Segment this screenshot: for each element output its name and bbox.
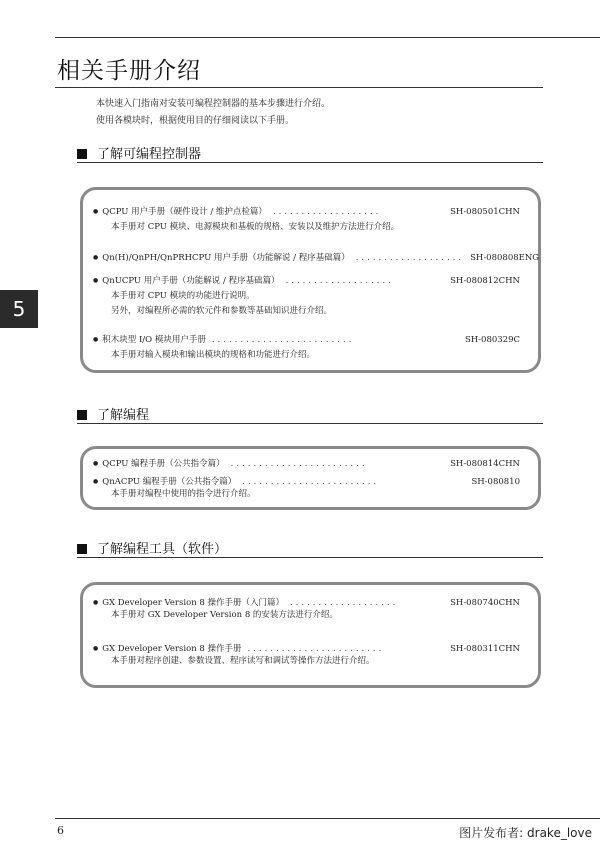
bullet-icon: ● bbox=[93, 277, 99, 284]
section-rule bbox=[77, 162, 543, 163]
manual-box bbox=[80, 187, 541, 373]
manual-code: SH-080501CHN bbox=[450, 207, 520, 217]
manual-desc: 本手册对 CPU 模块、电源模块和基板的规格、安装以及维护方法进行介绍。 bbox=[111, 222, 400, 232]
manual-item: ● 积木块型 I/O 模块用户手册 ......................... SH-080329C 本手册对输入模块和输出模块的规格和功能进行介绍。 bbox=[93, 333, 520, 363]
bottom-rule bbox=[55, 818, 600, 819]
manual-code: SH-080808ENG bbox=[470, 253, 540, 263]
manual-code: SH-080810 bbox=[471, 477, 520, 487]
section-rule bbox=[77, 423, 543, 424]
bullet-icon: ● bbox=[93, 208, 99, 215]
square-bullet-icon bbox=[77, 544, 87, 554]
section-heading: 了解编程 bbox=[77, 404, 149, 423]
manual-code: SH-080329C bbox=[464, 335, 520, 345]
manual-item: ● Qn(H)/QnPH/QnPRHCPU 用户手册（功能解说 / 程序基础篇） ................... SH-080808ENG bbox=[93, 253, 540, 263]
manual-title: 积木块型 I/O 模块用户手册 bbox=[102, 335, 206, 345]
bullet-icon: ● bbox=[93, 336, 99, 343]
manual-item: ● GX Developer Version 8 操作手册 ........................ SH-080311CHN 本手册对程序创建、参数设置、程序读写和调试等操作方法进行介绍。 bbox=[93, 642, 520, 669]
bullet-icon: ● bbox=[93, 645, 99, 652]
manual-box bbox=[80, 446, 541, 510]
square-bullet-icon bbox=[77, 149, 87, 159]
manual-item: ● QnACPU 编程手册（公共指令篇） ........................ SH-080810 本手册对编程中使用的指令进行介绍。 bbox=[93, 475, 520, 502]
manual-code: SH-080814CHN bbox=[450, 459, 520, 469]
manual-item: ● QnUCPU 用户手册（功能解说 / 程序基础篇） ................... SH-080812CHN 本手册对 CPU 模块的功能进行说明。 另外，对编程所必需的软元件和参数等基础知识进行介绍。 bbox=[93, 274, 520, 319]
manual-desc: 本手册对 GX Developer Version 8 的安装方法进行介绍。 bbox=[111, 610, 338, 620]
manual-title: QCPU 用户手册（硬件设计 / 维护点检篇） bbox=[102, 207, 267, 217]
section-heading: 了解编程工具（软件） bbox=[77, 538, 227, 557]
intro-line: 本快速入门指南对安装可编程控制器的基本步骤进行介绍。 bbox=[96, 99, 331, 109]
manual-code: SH-080740CHN bbox=[450, 598, 520, 608]
intro-text bbox=[96, 96, 330, 130]
manual-title: GX Developer Version 8 操作手册（入门篇） bbox=[102, 598, 284, 608]
watermark: 图片发布者: drake_love bbox=[459, 826, 592, 840]
manual-item: ● GX Developer Version 8 操作手册（入门篇） ................... SH-080740CHN 本手册对 GX Developer Version 8 的安装方法进行介绍。 bbox=[93, 596, 520, 623]
manual-item: ● QCPU 编程手册（公共指令篇） ........................ SH-080814CHN bbox=[93, 459, 520, 469]
manual-desc: 本手册对编程中使用的指令进行介绍。 bbox=[111, 489, 256, 499]
intro-line: 使用各模块时，根据使用目的仔细阅读以下手册。 bbox=[96, 116, 295, 126]
page-title: 相关手册介绍 bbox=[57, 58, 201, 84]
top-rule bbox=[55, 37, 600, 38]
manual-title: QCPU 编程手册（公共指令篇） bbox=[102, 459, 225, 469]
square-bullet-icon bbox=[77, 410, 87, 420]
manual-desc: 另外，对编程所必需的软元件和参数等基础知识进行介绍。 bbox=[111, 306, 333, 316]
manual-title: QnACPU 编程手册（公共指令篇） bbox=[102, 477, 237, 487]
manual-title: Qn(H)/QnPH/QnPRHCPU 用户手册（功能解说 / 程序基础篇） bbox=[102, 253, 350, 263]
bullet-icon: ● bbox=[93, 599, 99, 606]
bullet-icon: ● bbox=[93, 254, 99, 261]
manual-code: SH-080311CHN bbox=[450, 644, 520, 654]
manual-box bbox=[80, 582, 541, 688]
manual-desc: 本手册对 CPU 模块的功能进行说明。 bbox=[111, 291, 255, 301]
chapter-tab: 5 bbox=[0, 290, 38, 328]
bullet-icon: ● bbox=[93, 460, 99, 467]
manual-code: SH-080812CHN bbox=[450, 276, 520, 286]
manual-item: ● QCPU 用户手册（硬件设计 / 维护点检篇） ................... SH-080501CHN 本手册对 CPU 模块、电源模块和基板的规格、安装以及维护方法进行介绍。 bbox=[93, 205, 520, 235]
page-number: 6 bbox=[57, 824, 64, 837]
section-rule bbox=[77, 557, 543, 558]
bullet-icon: ● bbox=[93, 478, 99, 485]
manual-title: GX Developer Version 8 操作手册 bbox=[102, 644, 242, 654]
title-rule bbox=[55, 87, 543, 88]
manual-title: QnUCPU 用户手册（功能解说 / 程序基础篇） bbox=[102, 276, 280, 286]
section-heading: 了解可编程控制器 bbox=[77, 143, 201, 162]
manual-desc: 本手册对程序创建、参数设置、程序读写和调试等操作方法进行介绍。 bbox=[111, 656, 375, 666]
manual-desc: 本手册对输入模块和输出模块的规格和功能进行介绍。 bbox=[111, 350, 316, 360]
